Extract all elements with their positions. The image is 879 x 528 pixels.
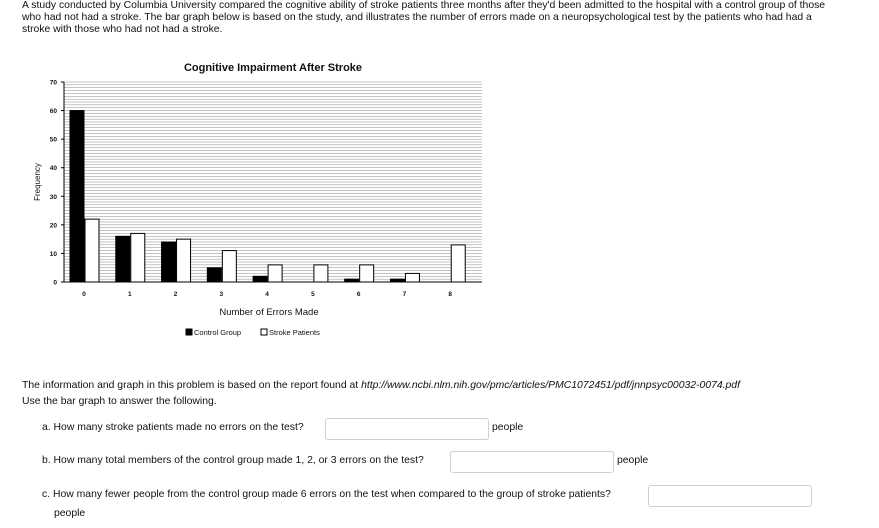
bar-control-3 bbox=[207, 268, 221, 282]
bar-stroke-0 bbox=[85, 219, 99, 282]
question-c-input[interactable] bbox=[648, 485, 812, 507]
x-tick-label: 1 bbox=[127, 291, 132, 298]
question-b-unit: people bbox=[617, 455, 649, 466]
bar-control-7 bbox=[390, 279, 404, 282]
x-tick-label: 3 bbox=[219, 291, 224, 298]
bar-control-0 bbox=[70, 111, 84, 282]
y-tick-label: 10 bbox=[49, 250, 57, 258]
intro-paragraph: A study conducted by Columbia University compared the cognitive ability of stroke patients three months after they'd been admitted to the hospital with a control group of those who had not had a stroke. The bar graph below is based on the study, and illustrates the number of errors made on a neuropsychological test by the patients who had had a stroke with those who had not had a stroke. bbox=[22, 0, 826, 35]
y-tick-label: 50 bbox=[49, 136, 57, 144]
bar-control-1 bbox=[116, 236, 130, 282]
question-a-input[interactable] bbox=[325, 418, 489, 440]
x-tick-label: 7 bbox=[402, 291, 407, 298]
bar-control-6 bbox=[345, 279, 359, 282]
x-tick-label: 5 bbox=[311, 291, 315, 298]
source-prefix: The information and graph in this problem is based on the report found at bbox=[22, 380, 362, 391]
bar-control-4 bbox=[253, 276, 267, 282]
chart-title: Cognitive Impairment After Stroke bbox=[183, 62, 363, 74]
question-a-text: a. How many stroke patients made no errors on the test? bbox=[42, 422, 304, 433]
x-tick-label: 4 bbox=[265, 291, 269, 298]
x-tick-label: 2 bbox=[173, 291, 178, 298]
bar-stroke-8 bbox=[451, 245, 465, 282]
bar-chart-svg bbox=[26, 52, 496, 352]
x-tick-label: 6 bbox=[356, 291, 361, 298]
legend-swatch-stroke bbox=[261, 329, 267, 335]
bar-control-2 bbox=[162, 242, 176, 282]
legend-label-control: Control Group bbox=[194, 328, 242, 337]
question-c-text: c. How many fewer people from the control group made 6 errors on the test when compared to the group of stroke patients? bbox=[42, 489, 611, 500]
x-tick-label: 8 bbox=[448, 291, 453, 298]
bar-stroke-6 bbox=[360, 265, 374, 282]
y-tick-label: 20 bbox=[49, 222, 57, 230]
question-c-unit: people bbox=[54, 508, 86, 519]
bar-stroke-1 bbox=[131, 233, 145, 282]
x-axis-label: Number of Errors Made bbox=[219, 307, 319, 318]
bar-stroke-5 bbox=[314, 265, 328, 282]
x-tick-label: 0 bbox=[82, 291, 86, 298]
y-tick-label: 30 bbox=[49, 193, 57, 201]
legend-swatch-control bbox=[186, 329, 192, 335]
y-tick-label: 0 bbox=[53, 279, 57, 287]
y-axis-label: Frequency bbox=[33, 163, 42, 201]
bar-stroke-2 bbox=[177, 239, 191, 282]
bar-stroke-3 bbox=[222, 251, 236, 282]
bar-stroke-4 bbox=[268, 265, 282, 282]
y-tick-label: 60 bbox=[49, 108, 57, 116]
question-b-input[interactable] bbox=[450, 451, 614, 473]
source-url: http://www.ncbi.nlm.nih.gov/pmc/articles/PMC1072451/pdf/jnnpsyc00032-0074.pdf bbox=[361, 380, 740, 391]
info-block bbox=[22, 378, 740, 410]
question-b-text: b. How many total members of the control group made 1, 2, or 3 errors on the test? bbox=[42, 455, 424, 466]
y-tick-label: 40 bbox=[49, 165, 57, 173]
bar-stroke-7 bbox=[405, 273, 419, 282]
legend-label-stroke: Stroke Patients bbox=[269, 328, 320, 337]
instruction-text: Use the bar graph to answer the following. bbox=[22, 396, 217, 407]
y-tick-label: 70 bbox=[49, 79, 57, 87]
bar-chart bbox=[26, 52, 496, 352]
question-a-unit: people bbox=[492, 422, 524, 433]
